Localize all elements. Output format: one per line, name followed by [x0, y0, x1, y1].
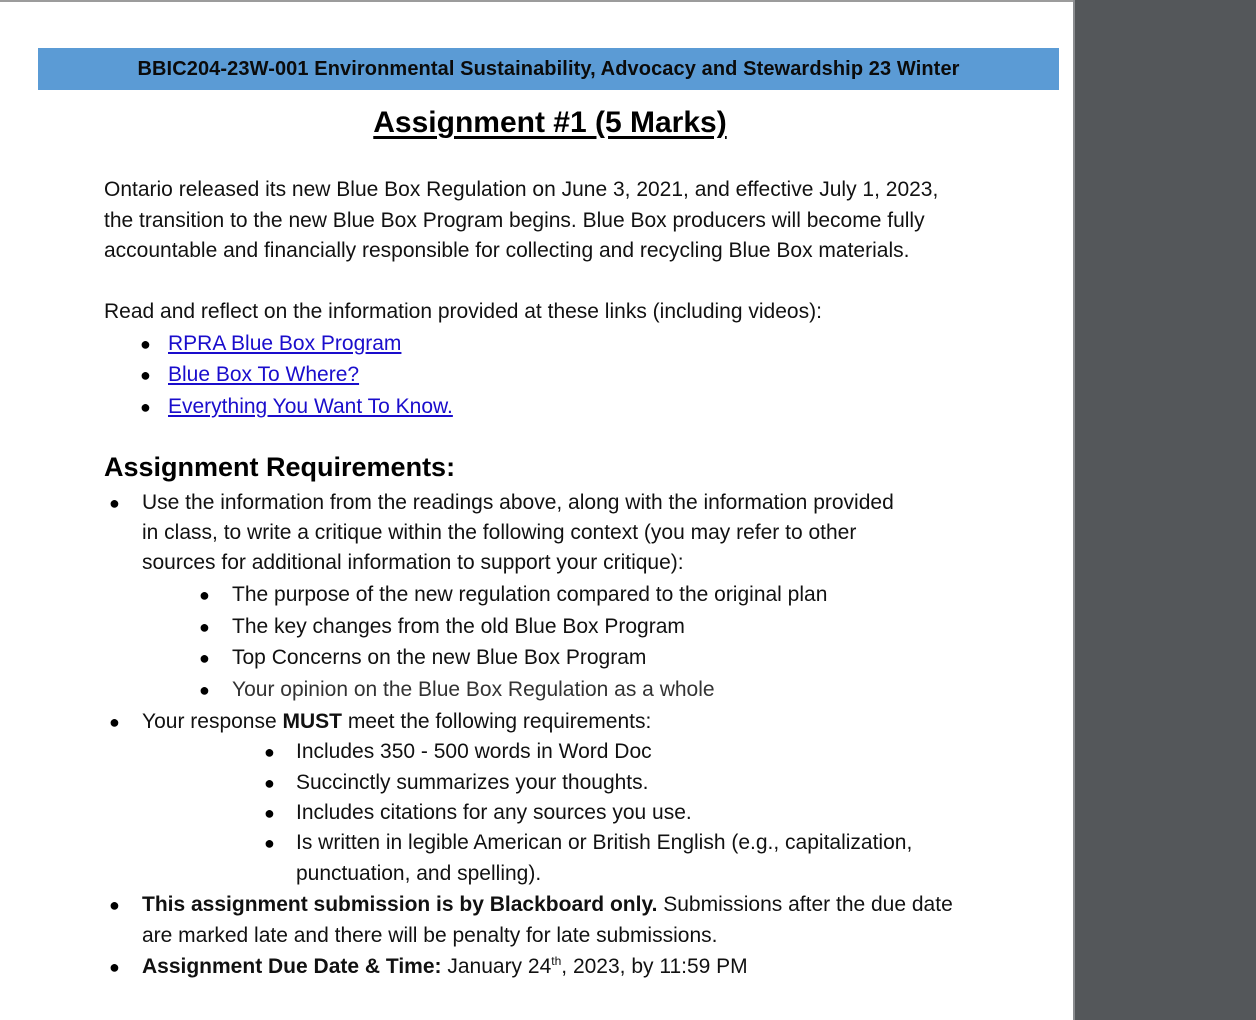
- bullet-icon: ●: [199, 680, 210, 700]
- bullet-icon: ●: [264, 803, 275, 823]
- req2-line: [142, 707, 651, 737]
- req1-sub-item: Your opinion on the Blue Box Regulation as a whole: [232, 678, 715, 701]
- bullet-icon: ●: [109, 493, 120, 513]
- req2-prefix: Your response: [142, 710, 283, 733]
- req1-line-3: sources for additional information to support your critique):: [142, 551, 684, 574]
- bullet-icon: ●: [199, 617, 210, 637]
- due-date-line: [142, 952, 748, 982]
- req1-sub-item: The key changes from the old Blue Box Program: [232, 615, 685, 638]
- bullet-icon: ●: [199, 648, 210, 668]
- due-date-value: January 24: [441, 955, 552, 978]
- req3-line-1: [142, 890, 953, 920]
- bullet-icon: ●: [140, 365, 151, 385]
- req2-sub-item: Succinctly summarizes your thoughts.: [296, 771, 649, 794]
- req3-line-2: are marked late and there will be penalty for late submissions.: [142, 924, 718, 947]
- bullet-icon: ●: [264, 833, 275, 853]
- req1-line-1: Use the information from the readings above, along with the information provided: [142, 491, 894, 514]
- intro-line-2: the transition to the new Blue Box Program begins. Blue Box producers will become fully: [104, 209, 925, 232]
- bullet-icon: ●: [199, 585, 210, 605]
- req1-sub-item: The purpose of the new regulation compared to the original plan: [232, 583, 828, 606]
- due-date-ordinal: th: [551, 954, 562, 968]
- read-prompt: Read and reflect on the information provided at these links (including videos):: [104, 300, 822, 323]
- req2-sub-item-continued: punctuation, and spelling).: [296, 862, 542, 885]
- bullet-icon: ●: [140, 397, 151, 417]
- req2-suffix: meet the following requirements:: [342, 710, 652, 733]
- link-blue-box-to-where[interactable]: Blue Box To Where?: [168, 363, 360, 386]
- bullet-icon: ●: [109, 712, 120, 732]
- bullet-icon: ●: [264, 742, 275, 762]
- link-rpra-blue-box-program[interactable]: RPRA Blue Box Program: [168, 332, 402, 355]
- req2-sub-item: Includes 350 - 500 words in Word Doc: [296, 740, 652, 763]
- intro-line-3: accountable and financially responsible for collecting and recycling Blue Box materials.: [104, 239, 910, 262]
- req1-sub-item: Top Concerns on the new Blue Box Program: [232, 646, 647, 669]
- due-date-time: , 2023, by 11:59 PM: [561, 955, 748, 978]
- bullet-icon: ●: [109, 895, 120, 915]
- bullet-icon: ●: [264, 773, 275, 793]
- req3-bold: This assignment submission is by Blackboard only.: [142, 893, 658, 916]
- bullet-icon: ●: [109, 957, 120, 977]
- course-banner: BBIC204-23W-001 Environmental Sustainability, Advocacy and Stewardship 23 Winter: [38, 48, 1059, 90]
- req2-sub-item: Is written in legible American or British English (e.g., capitalization,: [296, 831, 913, 854]
- req2-must: MUST: [282, 710, 342, 733]
- req1-line-2: in class, to write a critique within the following context (you may refer to other: [142, 521, 857, 544]
- requirements-heading: Assignment Requirements:: [104, 452, 456, 482]
- due-date-label: Assignment Due Date & Time:: [142, 955, 442, 978]
- req3-rest: Submissions after the due date: [657, 893, 953, 916]
- intro-line-1: Ontario released its new Blue Box Regulation on June 3, 2021, and effective July 1, 2023,: [104, 178, 939, 201]
- assignment-title: Assignment #1 (5 Marks): [373, 106, 727, 139]
- bullet-icon: ●: [140, 334, 151, 354]
- page-edge-divider: [1073, 0, 1075, 1020]
- req2-sub-item: Includes citations for any sources you use.: [296, 801, 692, 824]
- link-everything-you-want-to-know[interactable]: Everything You Want To Know.: [168, 395, 453, 418]
